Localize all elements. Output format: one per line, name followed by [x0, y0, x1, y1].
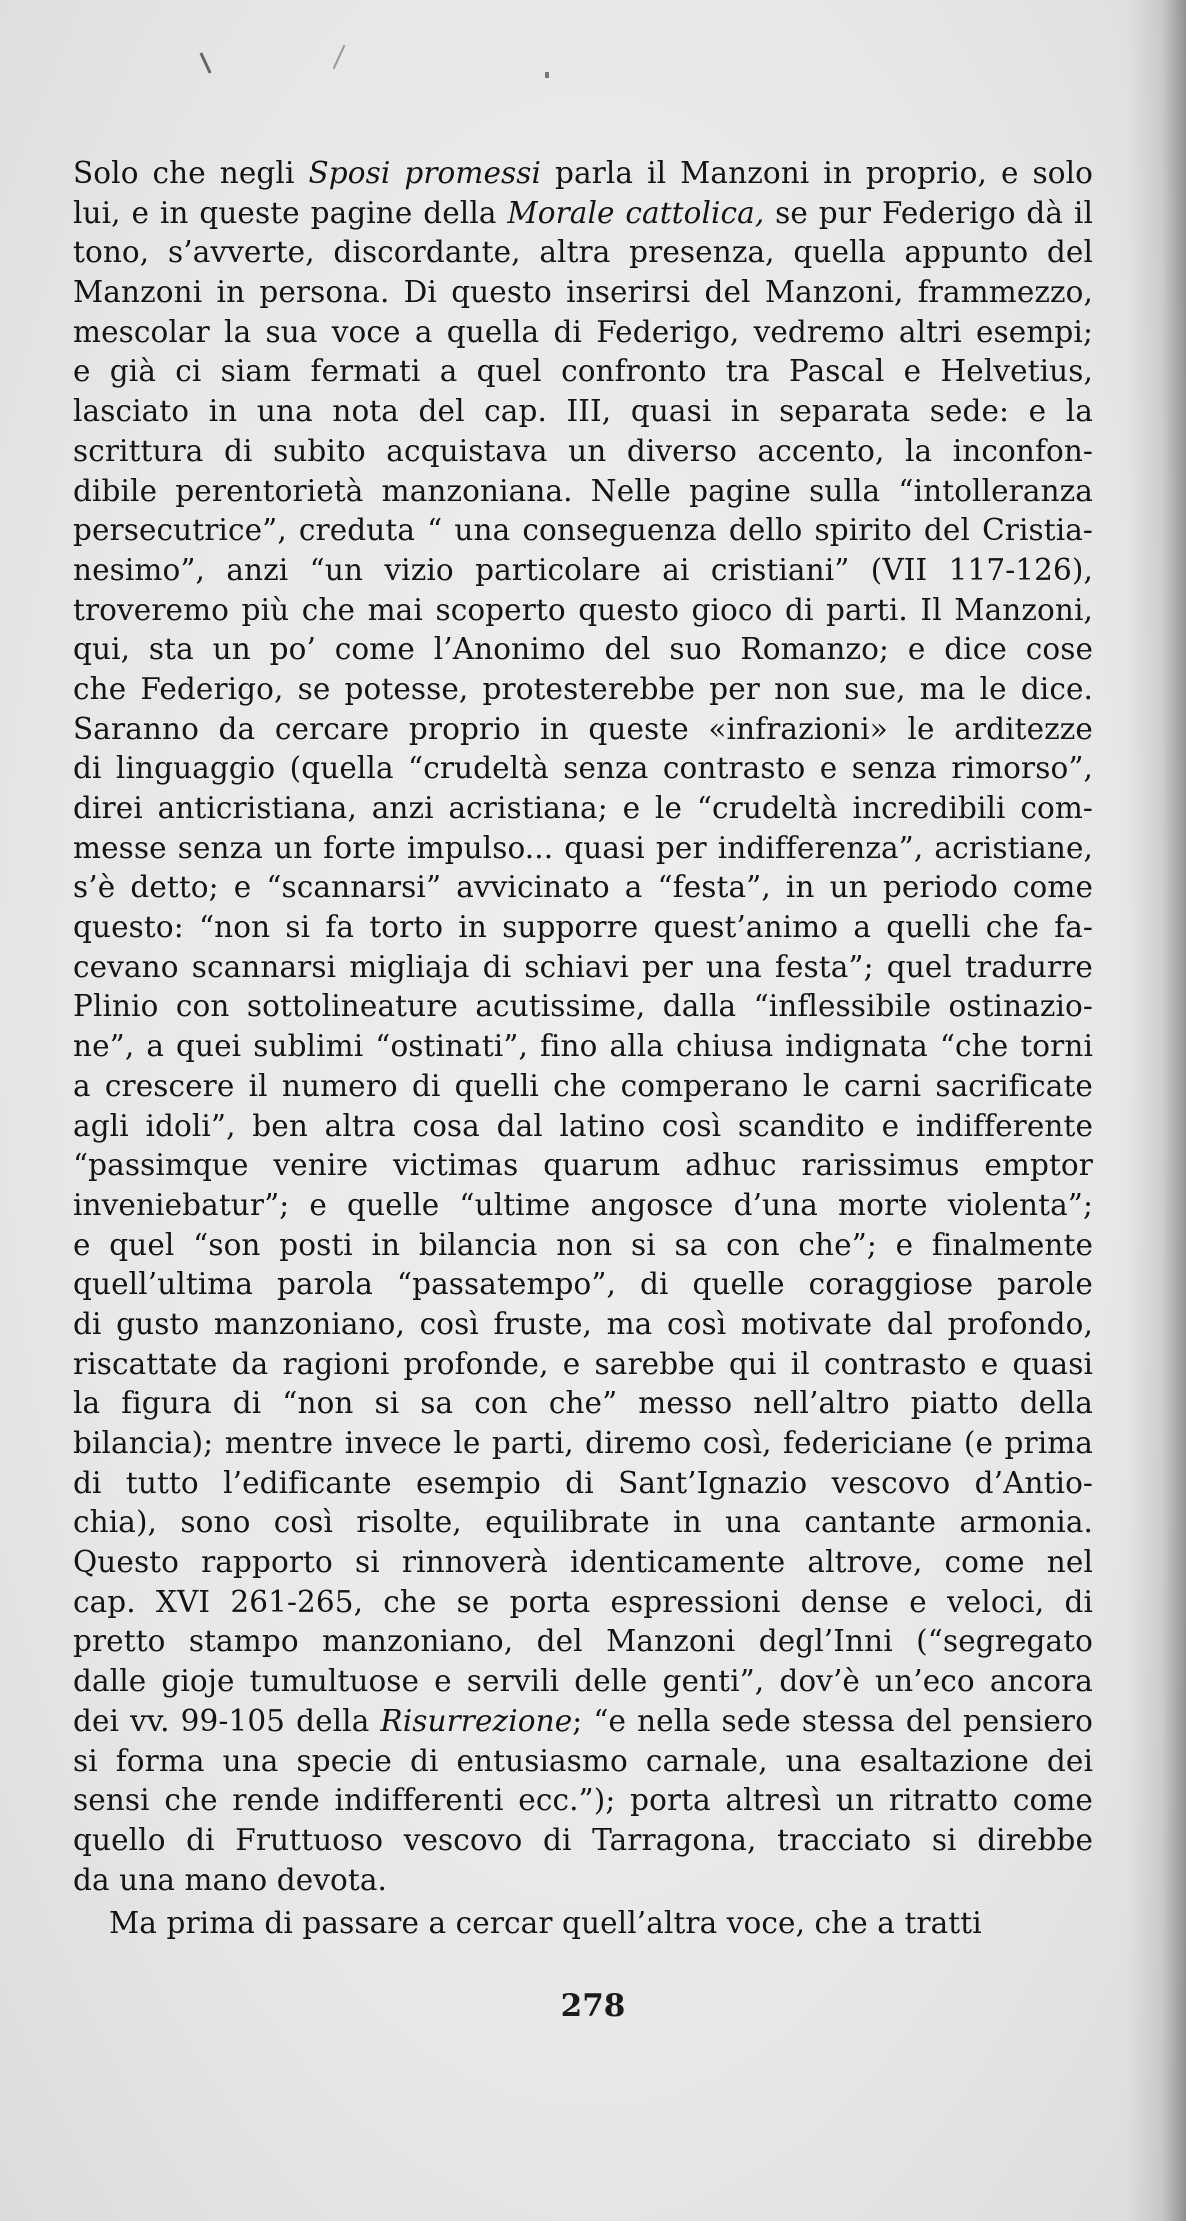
- text-line: troveremo più che mai scoperto questo gioco di parti. Il Manzoni,: [73, 592, 1093, 627]
- text-line: tono, s’avverte, discordante, altra presenza, quella appunto del: [73, 235, 1093, 270]
- text-line: quell’ultima parola “passatempo”, di quelle coraggiose parole: [73, 1267, 1093, 1302]
- paragraph: [73, 1904, 1093, 1944]
- text-line: lui, e in queste pagine della Morale cattolica, se pur Federigo dà il: [73, 195, 1093, 230]
- text-line: agli idoli”, ben altra cosa dal latino così scandito e indifferente: [73, 1108, 1093, 1143]
- text-line: inveniebatur”; e quelle “ultime angosce d’una morte violenta”;: [73, 1187, 1093, 1222]
- scan-speck: [545, 72, 549, 78]
- text-line: la figura di “non si sa con che” messo nell’altro piatto della: [73, 1386, 1093, 1421]
- page-edge-shadow: [1126, 0, 1186, 2221]
- text-line: messe senza un forte impulso... quasi per indifferenza”, acristiane,: [73, 830, 1093, 865]
- text-line: Ma prima di passare a cercar quell’altra voce, che a tratti: [109, 1906, 982, 1941]
- text-line: Saranno da cercare proprio in queste «infrazioni» le arditezze: [73, 711, 1093, 746]
- text-line: bilancia); mentre invece le parti, diremo così, federiciane (e prima: [73, 1426, 1093, 1460]
- text-line: quello di Fruttuoso vescovo di Tarragona, tracciato si direbbe: [73, 1822, 1093, 1857]
- text-line: cap. XVI 261-265, che se porta espressioni dense e veloci, di: [73, 1584, 1093, 1619]
- scan-speck: [199, 52, 211, 73]
- italic-title: Morale cattolica,: [507, 195, 765, 230]
- text-line: mescolar la sua voce a quella di Federigo, vedremo altri esempi;: [73, 314, 1093, 349]
- text-line: da una mano devota.: [73, 1862, 387, 1897]
- text-line: questo: “non si fa torto in supporre quest’animo a quelli che fa-: [73, 910, 1093, 945]
- page-number: 278: [560, 1988, 626, 2024]
- text-line: chia), sono così risolte, equilibrate in una cantante armonia.: [73, 1505, 1093, 1540]
- text-line: riscattate da ragioni profonde, e sarebbe qui il contrasto e quasi: [73, 1346, 1093, 1381]
- text-line: dibile perentorietà manzoniana. Nelle pagine sulla “intolleranza: [73, 473, 1093, 508]
- text-line: lasciato in una nota del cap. III, quasi in separata sede: e la: [73, 394, 1093, 429]
- text-line: dei vv. 99-105 della Risurrezione; “e nella sede stessa del pensiero: [73, 1703, 1093, 1738]
- text-line: si forma una specie di entusiasmo carnale, una esaltazione dei: [73, 1743, 1093, 1778]
- text-line: e già ci siam fermati a quel confronto tra Pascal e Helvetius,: [73, 354, 1093, 389]
- text-line: di tutto l’edificante esempio di Sant’Ignazio vescovo d’Antio-: [73, 1465, 1093, 1500]
- text-line: s’è detto; e “scannarsi” avvicinato a “festa”, in un periodo come: [73, 870, 1093, 905]
- text-line: qui, sta un po’ come l’Anonimo del suo Romanzo; e dice cose: [73, 632, 1093, 667]
- text-line: ne”, a quei sublimi “ostinati”, fino alla chiusa indignata “che torni: [73, 1029, 1093, 1064]
- text-line: a crescere il numero di quelli che comperano le carni sacrificate: [73, 1068, 1093, 1103]
- body-text: [73, 154, 1093, 1944]
- text-line: di linguaggio (quella “crudeltà senza contrasto e senza rimorso”,: [73, 751, 1093, 786]
- text-line: scrittura di subito acquistava un diverso accento, la inconfon-: [73, 433, 1093, 468]
- text-line: cevano scannarsi migliaja di schiavi per una festa”; quel tradurre: [73, 949, 1093, 984]
- text-line: Questo rapporto si rinnoverà identicamente altrove, come nel: [73, 1545, 1093, 1580]
- text-line: Manzoni in persona. Di questo inserirsi del Manzoni, frammezzo,: [73, 275, 1093, 310]
- text-line: sensi che rende indifferenti ecc.”); porta altresì un ritratto come: [73, 1783, 1093, 1818]
- text-line: dalle gioje tumultuose e servili delle genti”, dov’è un’eco ancora: [73, 1664, 1093, 1699]
- text-line: “passimque venire victimas quarum adhuc rarissimus emptor: [73, 1148, 1093, 1183]
- text-line: e quel “son posti in bilancia non si sa con che”; e finalmente: [73, 1227, 1093, 1262]
- text-line: nesimo”, anzi “un vizio particolare ai cristiani” (VII 117-126),: [73, 552, 1093, 587]
- text-line: Plinio con sottolineature acutissime, dalla “inflessibile ostinazio-: [73, 989, 1093, 1024]
- text-line: pretto stampo manzoniano, del Manzoni degl’Inni (“segregato: [73, 1624, 1093, 1659]
- text-line: Solo che negli Sposi promessi parla il Manzoni in proprio, e solo: [73, 156, 1093, 190]
- scan-speck: [333, 45, 346, 69]
- paragraph: [73, 154, 1093, 1900]
- text-line: di gusto manzoniano, così fruste, ma così motivate dal profondo,: [73, 1306, 1093, 1341]
- italic-title: Risurrezione: [380, 1703, 573, 1738]
- text-line: persecutrice”, creduta “ una conseguenza dello spirito del Cristia-: [73, 513, 1093, 548]
- text-line: che Federigo, se potesse, protesterebbe per non sue, ma le dice.: [73, 671, 1093, 706]
- text-line: direi anticristiana, anzi acristiana; e le “crudeltà incredibili com-: [73, 791, 1093, 825]
- italic-title: Sposi promessi: [308, 156, 542, 190]
